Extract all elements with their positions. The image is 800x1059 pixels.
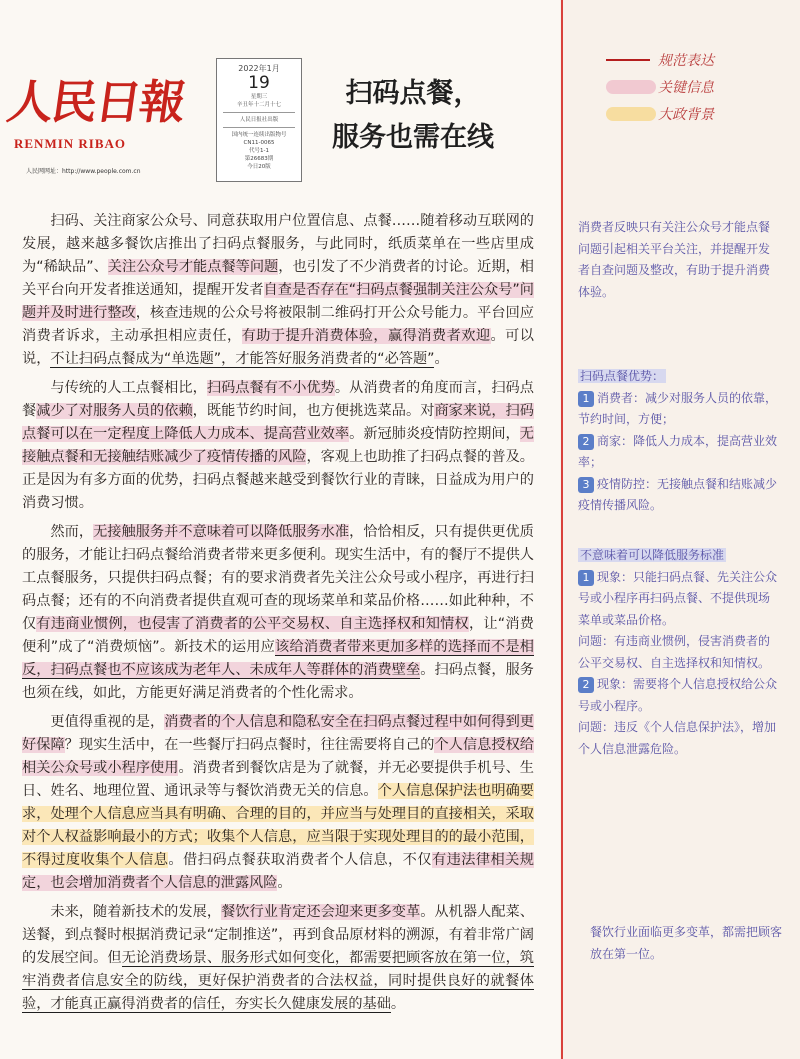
paragraph-1 — [22, 210, 534, 371]
text-run: ，客观上也助推了扫码点餐的普及。正是因为有多方面的优势，扫码点餐越来越受到餐饮行业的青睐，日益成为用户的消费习惯。 — [22, 449, 534, 511]
note-3 — [578, 545, 778, 760]
headline-line1: 扫码点餐， — [345, 78, 481, 109]
date-year-month: 2022年1月 — [238, 64, 280, 73]
note-item — [578, 674, 778, 717]
date-box — [216, 58, 302, 182]
note-issue: 问题：有违商业惯例，侵害消费者的公平交易权、自主选择权和知情权。 — [578, 634, 771, 670]
website-line: 人民网网址：http://www.people.com.cn — [26, 168, 141, 175]
note-text: 现象：只能扫码点餐、先关注公众号或小程序再扫码点餐、不提供现场菜单或菜品价格。 — [578, 569, 778, 627]
text-run: 。从消费者的角度而言，扫码点餐 — [22, 380, 534, 419]
annotation-legend — [606, 46, 714, 127]
text-run: ，也引发了不少消费者的讨论。近期，相关平台向开发者推送通知，提醒开发者 — [22, 259, 534, 298]
key-info-highlight: 消费者的个人信息和隐私安全在扫码点餐过程中如何得到更好保障 — [22, 714, 534, 753]
date-pages: 今日20版 — [247, 164, 271, 170]
legend-label: 规范表达 — [658, 52, 714, 69]
text-run: 。可以说， — [22, 328, 534, 367]
key-info-highlight: 关注公众号才能点餐等问题 — [107, 259, 279, 275]
date-day: 19 — [248, 73, 270, 93]
note-title: 不意味着可以降低服务标准 — [580, 548, 725, 562]
key-info-highlight: 无接触点餐和无接触结账减少了疫情传播的风险 — [22, 426, 534, 465]
note-item — [578, 567, 778, 632]
headline — [308, 72, 518, 160]
text-run: 然而， — [50, 524, 94, 540]
date-issue: 第26683期 — [244, 156, 274, 162]
date-issn: 国内统一连续出版物号 — [231, 132, 287, 138]
date-separator — [223, 112, 295, 113]
key-info-highlight: 扫码点餐有不小优势 — [206, 380, 335, 396]
text-run: 与传统的人工点餐相比， — [50, 380, 207, 396]
key-info-highlight: 餐饮行业肯定还会迎来更多变革 — [221, 904, 421, 920]
key-info-highlight: 减少了对服务人员的依赖 — [36, 403, 193, 419]
newspaper-pinyin: RENMIN RIBAO — [14, 136, 127, 151]
text-run: 。 — [434, 351, 449, 367]
text-run: 。借扫码点餐获取消费者个人信息，不仅 — [168, 852, 432, 868]
masthead — [3, 58, 528, 188]
yellow-swatch — [606, 107, 656, 121]
date-publisher: 人民日报社出版 — [239, 117, 279, 123]
text-run: ，恰恰相反，只有提供更优质的服务，才能让扫码点餐给消费者带来更多便利。现实生活中，有的餐厅不提供人工点餐服务，只提供扫码点餐；有的要求消费者先关注公众号或小程序，再进行扫码点餐；还有的不向消费者提供直观可查的现场菜单和菜品价格……如此种种，不仅 — [22, 524, 534, 632]
note-text: 消费者：减少对服务人员的依靠，节约时间，方便； — [578, 390, 778, 426]
number-badge: 3 — [578, 477, 594, 493]
legend-item-key-info — [606, 73, 714, 100]
note-title: 扫码点餐优势： — [580, 369, 665, 383]
red-line-swatch — [606, 59, 650, 61]
legend-label: 关键信息 — [658, 79, 714, 96]
note-4: 餐饮行业面临更多变革，都需把顾客放在第一位。 — [590, 925, 783, 961]
text-run: 。 — [390, 996, 406, 1012]
note-issue: 问题：违反《个人信息保护法》，增加个人信息泄露危险。 — [578, 720, 777, 756]
article-body — [22, 210, 534, 1022]
text-run: 扫码、关注商家公众号、同意获取用户位置信息、点餐……随着移动互联网的发展，越来越多餐饮店推出了扫码点餐服务，与此同时，纸质菜单在一些店里成为“稀缺品”、 — [22, 213, 534, 275]
pink-swatch — [606, 80, 656, 94]
number-badge: 2 — [578, 677, 594, 693]
date-code: 代号1-1 — [249, 148, 269, 154]
number-badge: 1 — [578, 570, 594, 586]
text-run: 。 — [277, 875, 292, 891]
margin-rule — [561, 0, 563, 1059]
text-run: ？现实生活中，在一些餐厅扫码点餐时，往往需要将自己的 — [64, 737, 435, 753]
text-run: 。消费者到餐饮店是为了就餐，并无必要提供手机号、生日、姓名、地理位置、通讯录等与餐饮消费无关的信息。 — [22, 760, 534, 799]
newspaper-logo: 人民日報 — [3, 75, 188, 129]
text-run: ，既能节约时间，也方便挑选菜品。对 — [192, 403, 435, 419]
key-info-highlight: 商家来说，扫码点餐可以在一定程度上降低人力成本、提高营业效率 — [22, 403, 534, 442]
note-1: 消费者反映只有关注公众号才能点餐问题引起相关平台关注，并提醒开发者自查问题及整改，有助于提升消费体验。 — [578, 220, 771, 299]
headline-line2: 服务也需在线 — [332, 122, 494, 153]
key-info-highlight: 无接触服务并不意味着可以降低服务水准 — [93, 524, 350, 540]
note-text: 现象：需要将个人信息授权给公众号或小程序。 — [578, 677, 778, 713]
note-item — [578, 431, 778, 474]
legend-item-policy — [606, 100, 714, 127]
text-run: 。扫码点餐，服务也须在线，如此，方能更好满足消费者的个性化需求。 — [22, 662, 534, 701]
note-text: 商家：降低人力成本，提高营业效率； — [578, 433, 778, 469]
date-weekday: 星期三 — [250, 94, 268, 100]
text-run: 更值得重视的是， — [50, 714, 165, 730]
date-lunar: 辛丑年十二月十七 — [236, 102, 281, 108]
expression-underline: 不让扫码点餐成为“单选题”，才能答好服务消费者的“必答题” — [50, 351, 435, 367]
key-info-highlight: 有助于提升消费体验，赢得消费者欢迎 — [241, 328, 491, 344]
note-2 — [578, 366, 778, 517]
legend-label: 大政背景 — [658, 106, 714, 123]
legend-item-expression — [606, 46, 714, 73]
note-text: 疫情防控：无接触点餐和结账减少疫情传播风险。 — [578, 476, 778, 512]
number-badge: 2 — [578, 434, 594, 450]
note-item — [578, 388, 778, 431]
key-info-highlight: 有违法律相关规定，也会增加消费者个人信息的泄露风险 — [22, 852, 534, 891]
text-run: 。从机器人配菜、送餐，到点餐时根据消费记录“定制推送”，再到食品原材料的溯源，有着非常广阔的发展空间。但 — [22, 904, 534, 966]
expression-underline: 该给消费者带来更加多样的选择而不是相反，扫码点餐也不应该成为老年人、未成年人等群体的消费壁垒 — [22, 639, 534, 678]
note-item — [578, 474, 778, 517]
text-run: ，核查违规的公众号将被限制二维码打开公众号能力。平台回应消费者诉求，主动承担相应责任， — [22, 305, 534, 344]
key-info-highlight: 自查是否存在“扫码点餐强制关注公众号”问题并及时进行整改 — [22, 282, 534, 321]
paragraph-4 — [22, 711, 534, 895]
key-info-highlight: 个人信息授权给相关公众号或小程序使用 — [22, 737, 534, 776]
text-run: 。新冠肺炎疫情防控期间， — [349, 426, 520, 442]
key-info-highlight: 有违商业惯例，也侵害了消费者的公平交易权、自主选择权和知情权 — [36, 616, 469, 632]
text-run: ，让“消费便利”成了“消费烦恼”。新技术的运用应 — [22, 616, 534, 655]
paragraph-5 — [22, 901, 534, 1016]
date-cn: CN11-0065 — [243, 140, 275, 146]
policy-background-highlight: 个人信息保护法也明确要求，处理个人信息应当具有明确、合理的目的，并应当与处理目的直接相关，采取对个人权益影响最小的方式；收集个人信息，应当限于实现处理目的的最小范围，不得过度收集个人信息 — [22, 783, 534, 868]
text-run: 未来，随着新技术的发展， — [50, 904, 222, 920]
paragraph-3 — [22, 521, 534, 705]
paragraph-2 — [22, 377, 534, 515]
number-badge: 1 — [578, 391, 594, 407]
expression-underline: 无论消费场景、服务形式如何变化，都需要把顾客放在第一位，筑牢消费者信息安全的防线，更好保护消费者的合法权益，同时提供良好的就餐体验，才能真正赢得消费者的信任，夯实长久健康发展的基础 — [22, 950, 534, 1012]
date-separator — [223, 127, 295, 128]
